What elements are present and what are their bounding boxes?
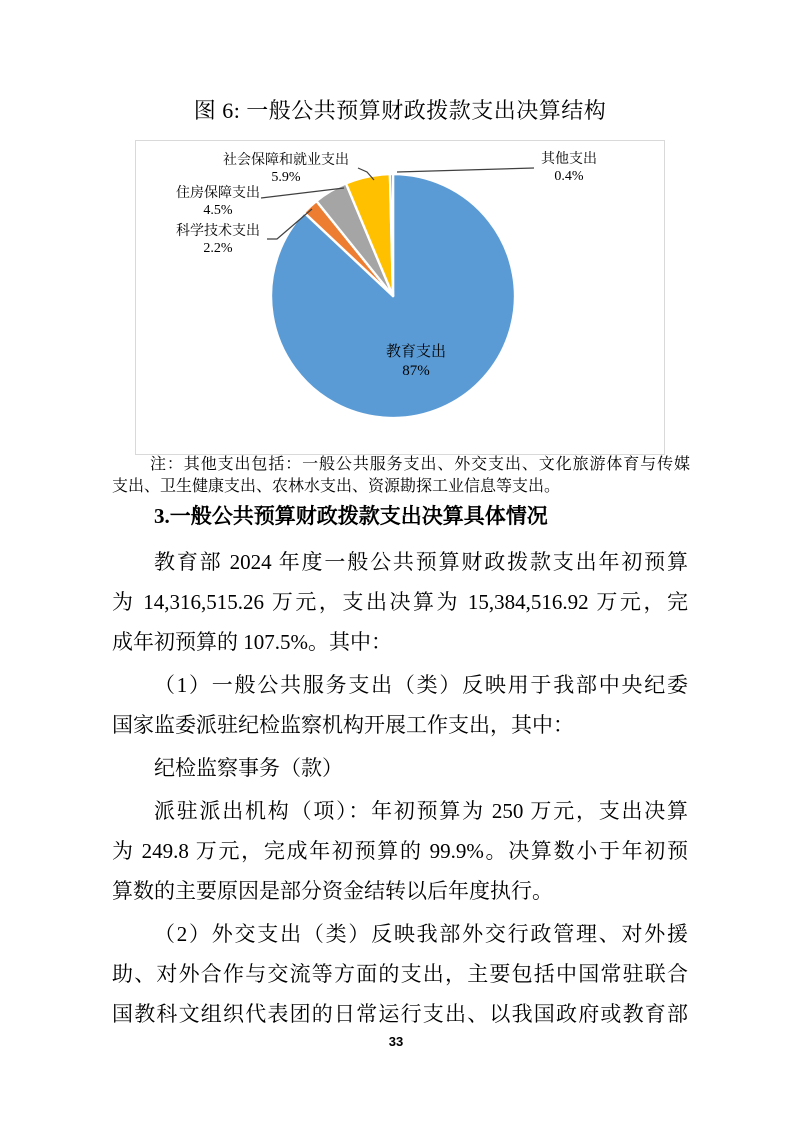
body-text <box>112 542 688 1037</box>
section-heading: 3.一般公共预算财政拨款支出决算具体情况 <box>154 504 548 528</box>
pie-label-text: 其他支出 <box>541 152 597 167</box>
text-line: 为 14,316,515.26 万元，支出决算为 15,384,516.92 万元，完 <box>112 590 688 614</box>
text-line: （2）外交支出（类）反映我部外交行政管理、对外援 <box>154 922 688 946</box>
pie-label-science <box>148 223 288 257</box>
pie-label-pct: 2.2% <box>203 241 233 256</box>
pie-label-pct: 5.9% <box>271 170 301 185</box>
note-line: 注：其他支出包括：一般公共服务支出、外交支出、文化旅游体育与传媒 <box>150 456 690 473</box>
text-line: 国教科文组织代表团的日常运行支出、以我国政府或教育部 <box>112 1002 688 1026</box>
text-line: 算数的主要原因是部分资金结转以后年度执行。 <box>112 879 553 903</box>
text-line: 国家监委派驻纪检监察机构开展工作支出，其中： <box>112 713 574 737</box>
text-line: 成年初预算的 107.5%。其中： <box>112 630 392 654</box>
pie-label-pct: 0.4% <box>554 169 584 184</box>
text-line: 纪检监察事务（款） <box>154 756 343 780</box>
pie-label-social-security <box>191 152 381 186</box>
text-line: 派驻派出机构（项）：年初预算为 250 万元，支出决算 <box>154 799 688 823</box>
figure-note <box>112 454 690 498</box>
pie-label-housing <box>148 185 288 219</box>
paragraph-general-public-service <box>112 665 688 745</box>
pie-chart-area <box>135 140 665 455</box>
pie-label-pct: 87% <box>402 363 430 379</box>
paragraph-discipline-inspection <box>112 748 688 788</box>
note-line: 支出、卫生健康支出、农林水支出、资源勘探工业信息等支出。 <box>112 478 561 495</box>
figure-title: 图 6: 一般公共预算财政拨款支出决算结构 <box>193 98 607 123</box>
paragraph-dispatched-agencies <box>112 791 688 911</box>
pie-label-text: 科学技术支出 <box>176 224 260 239</box>
pie <box>271 174 515 418</box>
pie-label-text: 住房保障支出 <box>176 186 260 201</box>
pie-label-text: 教育支出 <box>385 344 446 360</box>
text-line: 教育部 2024 年度一般公共预算财政拨款支出年初预算 <box>154 550 688 574</box>
pie-label-pct: 4.5% <box>203 203 233 218</box>
text-line: 为 249.8 万元，完成年初预算的 99.9%。决算数小于年初预 <box>112 839 688 863</box>
paragraph-diplomacy <box>112 914 688 1034</box>
page-number: 33 <box>388 1034 404 1049</box>
pie-label-other <box>499 151 639 185</box>
text-line: 助、对外合作与交流等方面的支出，主要包括中国常驻联合 <box>112 962 688 986</box>
pie-label-education <box>336 343 496 381</box>
text-line: （1）一般公共服务支出（类）反映用于我部中央纪委 <box>154 673 688 697</box>
pie-label-text: 社会保障和就业支出 <box>223 153 349 168</box>
paragraph-budget-summary <box>112 542 688 662</box>
